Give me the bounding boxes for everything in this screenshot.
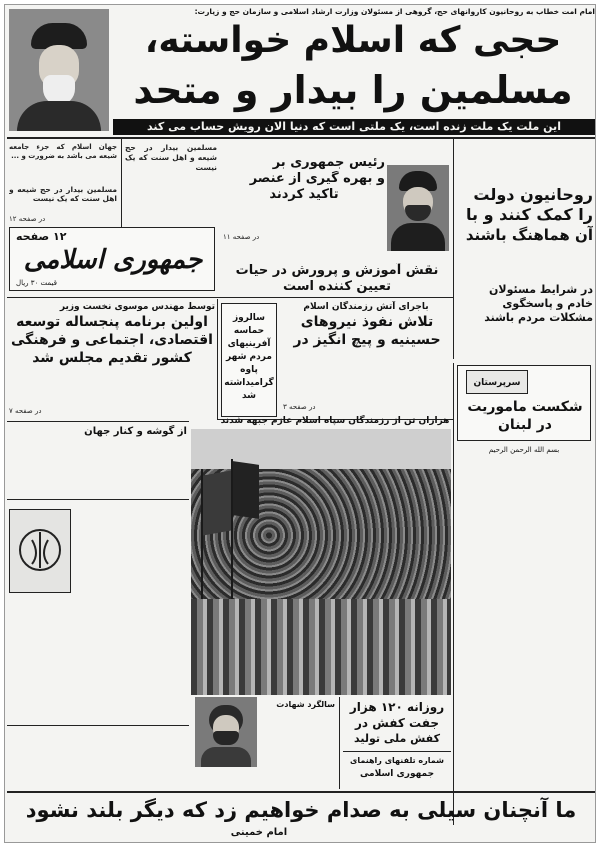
slogan-line-2: حماسه [233, 326, 265, 336]
slogan-line-1: سالروز [233, 313, 265, 323]
masthead-price: قیمت ۳۰ ریال [16, 279, 57, 287]
col-divider [217, 299, 218, 419]
pm-head-2: اقتصادی، اجتماعی و فرهنگی [11, 332, 213, 348]
culture-head-2: و بهره گیری از عنصر [249, 171, 385, 186]
education-head-2: تعیین کننده است [283, 279, 391, 294]
emblem-icon [10, 510, 70, 592]
sub-headline: این ملت یک ملت زنده است، یک ملتی است که دنیا الان رویش حساب می کند [113, 119, 595, 135]
front-continued: در صفحه ۳ [283, 403, 316, 411]
culture-head-3: تاکید کردند [269, 187, 339, 202]
martyr-body [261, 713, 335, 785]
martyr-head: سالگرد شهادت [276, 700, 335, 709]
slogan-box [221, 303, 277, 417]
education-head-1: نقش آموزش و پرورش در حیات [235, 263, 439, 278]
newspaper-page [4, 4, 596, 843]
row-divider [7, 421, 189, 422]
clergy-head-3: آن هماهنگ باشند [465, 226, 593, 244]
clergy-head-2: را کمک کنند و با [466, 205, 593, 224]
pm-head-3: کشور تقدیم مجلس شد [32, 350, 192, 366]
phone-line-2: جمهوری اسلامی [359, 769, 435, 779]
middle-short-head: مسلمین بیدار در حج شیعه و اهل سنت که یک نیست [125, 143, 217, 172]
culture-head-1: رئیس جمهوری بر [272, 155, 385, 170]
pm-body [9, 369, 215, 409]
shoes-head-1: روزانه ۱۲۰ هزار [349, 700, 445, 714]
top-divider [7, 137, 595, 139]
crowd-photo [191, 429, 451, 695]
bottom-left-body [9, 729, 187, 789]
banner-quote: ما آنچنان سیلی به صدام خواهیم زد که دیگر بلند نشود [25, 798, 577, 822]
pm-head-1: اولین برنامه پنجساله توسعه [16, 314, 208, 330]
col-divider [121, 139, 122, 235]
lebanon-head-1: شکست ماموریت [467, 399, 583, 415]
col-divider [339, 697, 340, 789]
front-caption: هزاران تن از رزمندگان سپاه اسلام عازم جبهه شدند [220, 416, 450, 426]
education-lead [223, 249, 449, 263]
row-divider [7, 499, 189, 500]
left-quote-2: مسلمین بیدار در حج شیعه و اهل سنت که یک نیست [9, 185, 117, 203]
president-photo [387, 165, 449, 251]
clergy-sub-2: خادم و پاسخگوی [502, 297, 593, 310]
lebanon-basmala: بسم الله الرحمن الرحیم [488, 446, 560, 454]
slogan-line-7: شد [241, 391, 257, 401]
row-divider [343, 751, 451, 752]
slogan-line-3: آفرینیهای [227, 339, 271, 349]
left-continued: در صفحه ۱۲ [9, 215, 46, 223]
lebanon-logo: سرپرستان [466, 370, 528, 394]
col-divider [453, 363, 454, 825]
emblem-box [9, 509, 71, 593]
banner-author: امام خمینی [230, 827, 288, 838]
portrait-photo [9, 9, 109, 131]
slogan-line-4: مردم شهر [226, 352, 272, 362]
clergy-sub-3: مشکلات مردم باشند [484, 311, 593, 324]
front-kicker: باجرای آتش رزمندگان اسلام [303, 302, 429, 312]
shoes-head-3: کفش ملی تولید [354, 732, 440, 745]
masthead-pages: ۱۲ صفحه [16, 230, 67, 243]
front-head-1: تلاش نفوذ نیروهای [300, 314, 434, 330]
clergy-lead [457, 143, 591, 185]
lebanon-head-2: در لبنان [497, 417, 552, 433]
lebanon-box [457, 365, 591, 441]
masthead [9, 227, 215, 291]
bottom-divider [7, 791, 595, 793]
row-divider [7, 725, 189, 726]
martyr-photo [195, 697, 257, 767]
header-kicker: امام امت خطاب به روحانیون کاروانهای حج، گروهی از مسئولان وزارت ارشاد اسلامی و سازمان حج و زیارت: [194, 7, 595, 16]
clergy-body-2 [457, 327, 591, 361]
row-divider [7, 297, 453, 298]
col-divider [453, 139, 454, 359]
kargosha-body [9, 441, 187, 497]
shoes-head-2: جفت کفش در [355, 716, 439, 730]
main-headline-2: مسلمین را بیدار و متحد [133, 68, 573, 112]
masthead-title: جمهوری اسلامی [23, 245, 203, 275]
kargosha-head: از گوشه و کنار جهان [84, 426, 187, 437]
front-body [283, 351, 449, 403]
clergy-sub-1: در شرایط مسئولان [489, 283, 593, 296]
culture-body [223, 205, 385, 235]
front-head-2: حسینیه و پیچ انگیز در [293, 332, 441, 348]
lebanon-body [457, 457, 591, 821]
main-headline-1: حجی که اسلام خواسته، [144, 20, 562, 61]
culture-continued: در صفحه ۱۱ [223, 233, 260, 241]
phone-line-1: شماره تلفنهای راهنمای [350, 756, 444, 765]
left-quote-1: جهان اسلام که جزء جامعه شیعه می باشد به ضرورت و ... [9, 143, 117, 160]
pm-continued: در صفحه ۷ [9, 407, 42, 415]
clergy-head-1: روحانیون دولت [473, 185, 593, 204]
clergy-body [457, 247, 591, 281]
pm-kicker: توسط مهندس موسوی نخست وزیر [59, 302, 215, 312]
notice-body [75, 503, 187, 723]
middle-short-text [125, 143, 217, 221]
slogan-line-5: پاوه [240, 365, 258, 375]
slogan-line-6: گرامیداشته [224, 378, 274, 388]
